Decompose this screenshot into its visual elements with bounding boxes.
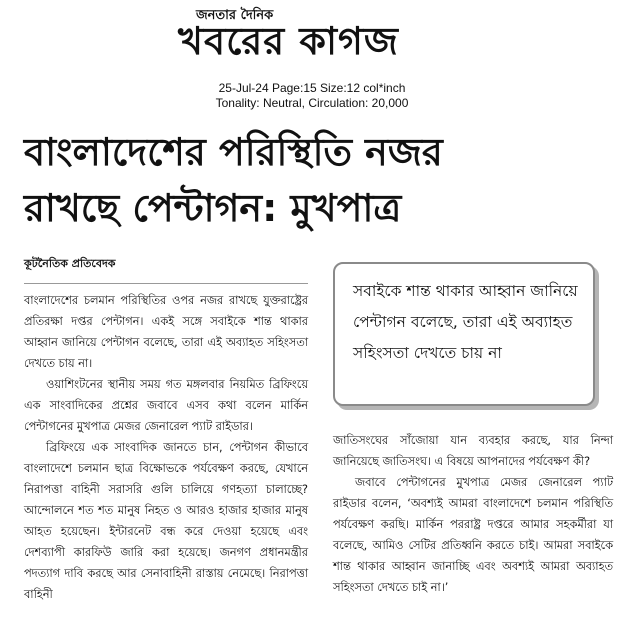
article-headline [24, 124, 614, 236]
masthead-tagline: জনতার দৈনিক [196, 8, 274, 23]
pull-quote-box [333, 262, 595, 406]
clip-meta-size: 25-Jul-24 Page:15 Size:12 col*inch [218, 81, 406, 95]
paragraph: ব্রিফিংয়ে এক সাংবাদিক জানতে চান, পেন্টাগন কীভাবে বাংলাদেশে চলমান ছাত্র বিক্ষোভকে পর্যবেক্ষণ করছে, যেখানে নিরাপত্তা বাহিনী সরাসরি গুলি চালিয়ে গণহত্যা চালাচ্ছে? আন্দোলনে শত শত মানুষ নিহত ও আরও হাজার হাজার মানুষ আহত হয়েছেন। ইন্টারনেট বন্ধ করে দেওয়া হয়েছে এবং দেশব্যাপী কারফিউ জারি করা হয়েছে। জনগণ প্রধানমন্ত্রীর পদত্যাগ দাবি করছে আর সেনাবাহিনী রাস্তায় নেমেছে। নিরাপত্তা বাহিনী [24, 441, 308, 601]
clip-meta-tonality: Tonality: Neutral, Circulation: 20,000 [215, 96, 409, 110]
headline-line-1: বাংলাদেশের পরিস্থিতি নজর [24, 130, 443, 174]
article-column-left [24, 290, 308, 605]
pull-quote-text: সবাইকে শান্ত থাকার আহ্বান জানিয়ে পেন্টাগন বলেছে, তারা এই অব্যাহত সহিংসতা দেখতে চায় না [353, 282, 578, 362]
article-byline: কূটনৈতিক প্রতিবেদক [24, 257, 116, 270]
byline-divider [24, 283, 308, 284]
masthead-title: খবরের কাগজ [178, 19, 399, 63]
headline-line-2: রাখছে পেন্টাগন: মুখপাত্র [24, 186, 402, 230]
paragraph: জবাবে পেন্টাগনের মুখপাত্র মেজর জেনারেল প্যাট রাইডার বলেন, ‘অবশ্যই আমরা বাংলাদেশে চলমান পরিস্থিতি পর্যবেক্ষণ করছি। মার্কিন পররাষ্ট্র দপ্তরে আমার সহকর্মীরা যা বলেছে, আমিও সেটির প্রতিধ্বনি করতে চাই। আমরা সবাইকে শান্ত থাকার আহ্বান জানাচ্ছি এবং অবশ্যই আমরা অব্যাহত সহিংসতা দেখতে চাই না।’ [333, 476, 613, 594]
paragraph: ওয়াশিংটনের স্থানীয় সময় গত মঙ্গলবার নিয়মিত ব্রিফিংয়ে এক সাংবাদিকের প্রশ্নের জবাবে এসব কথা বলেন মার্কিন পেন্টাগনের মুখপাত্র মেজর জেনারেল প্যাট রাইডার। [24, 378, 308, 433]
paragraph: জাতিসংঘের সাঁজোয়া যান ব্যবহার করছে, যার নিন্দা জানিয়েছে জাতিসংঘ। এ বিষয়ে আপনাদের পর্যবেক্ষণ কী? [333, 434, 613, 468]
paragraph: বাংলাদেশের চলমান পরিস্থিতির ওপর নজর রাখছে যুক্তরাষ্ট্রের প্রতিরক্ষা দপ্তর পেন্টাগন। একই সঙ্গে সবাইকে শান্ত থাকার আহ্বান জানিয়ে পেন্টাগন বলেছে, তারা এই অব্যাহত সহিংসতা দেখতে চায় না। [24, 294, 308, 370]
article-column-right [333, 430, 613, 598]
